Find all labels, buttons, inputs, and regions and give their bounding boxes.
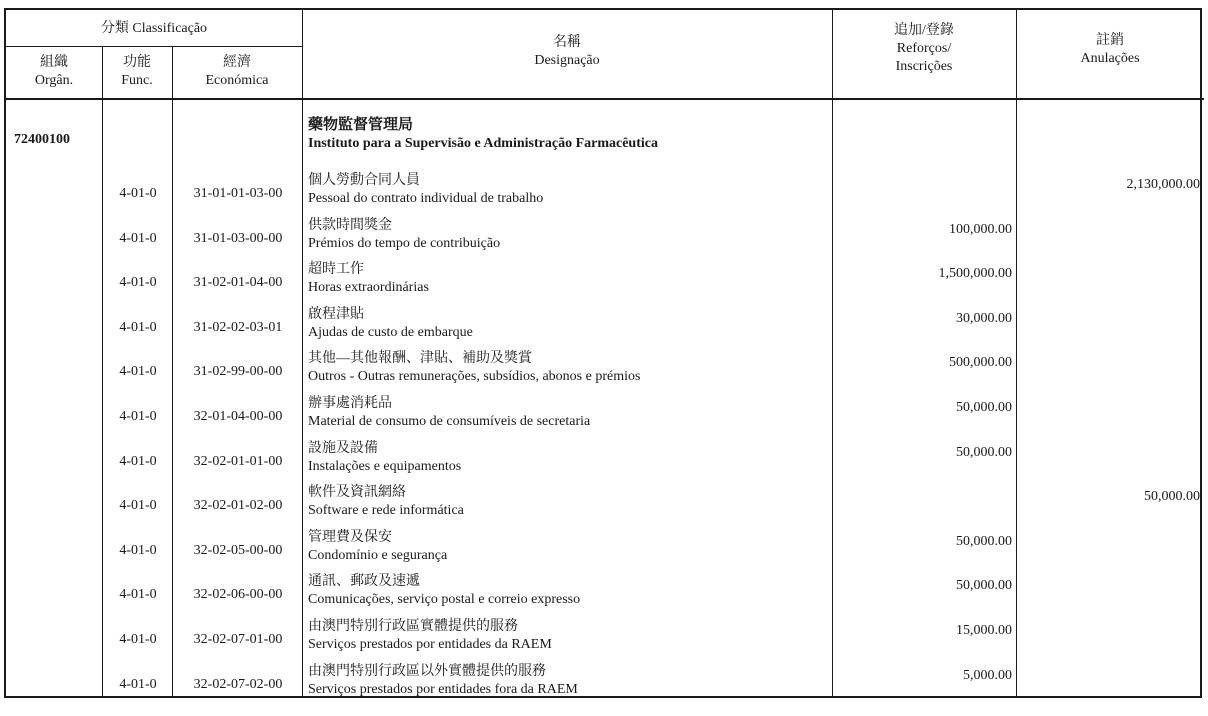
economic-code: 32-02-07-01-00 bbox=[193, 632, 283, 647]
designation-pt: Serviços prestados por entidades da RAEM bbox=[308, 637, 552, 652]
organization-code: 72400100 bbox=[14, 132, 70, 147]
economic-code: 32-01-04-00-00 bbox=[193, 409, 283, 424]
designation-zh: 超時工作 bbox=[308, 262, 364, 278]
reforcos-amount: 50,000.00 bbox=[956, 533, 1012, 549]
designation-zh: 其他—其他報酬、津貼、補助及獎賞 bbox=[308, 351, 532, 367]
func-code: 4-01-0 bbox=[119, 453, 157, 469]
designation-pt: Serviços prestados por entidades fora da RAEM bbox=[308, 681, 578, 697]
reforcos-amount: 5,000.00 bbox=[963, 667, 1012, 683]
func-code: 4-01-0 bbox=[119, 542, 157, 558]
designation-pt: Ajudas de custo de embarque bbox=[308, 324, 473, 340]
designation-zh: 由澳門特別行政區實體提供的服務 bbox=[308, 619, 518, 634]
designation-pt: Outros - Outras remunerações, subsídios, abonos e prémios bbox=[308, 369, 641, 385]
organization-name-pt: Instituto para a Supervisão e Administração Farmacêutica bbox=[308, 136, 658, 151]
designation-zh: 辦事處消耗品 bbox=[308, 396, 392, 411]
header-org: 組織 Orgân. bbox=[34, 55, 74, 88]
designation-zh: 設施及設備 bbox=[308, 440, 378, 456]
header-reforcos: 追加/登錄 Reforços/ Inscrições bbox=[894, 23, 954, 74]
reforcos-amount: 1,500,000.00 bbox=[938, 266, 1012, 282]
designation-pt: Horas extraordinárias bbox=[308, 280, 429, 296]
table-row bbox=[6, 347, 1204, 391]
economic-code: 31-02-99-00-00 bbox=[193, 364, 283, 380]
table-row bbox=[6, 169, 1204, 213]
economic-code: 32-02-07-02-00 bbox=[193, 676, 283, 692]
header-func: 功能 Func. bbox=[121, 55, 153, 88]
table-row bbox=[6, 437, 1204, 481]
designation-zh: 由澳門特別行政區以外實體提供的服務 bbox=[308, 663, 546, 679]
economic-code: 31-02-02-03-01 bbox=[193, 319, 283, 335]
budget-table bbox=[4, 8, 1202, 698]
table-row bbox=[6, 214, 1204, 258]
economic-code: 32-02-05-00-00 bbox=[193, 542, 283, 558]
economic-code: 32-02-01-01-00 bbox=[193, 453, 283, 469]
reforcos-amount: 50,000.00 bbox=[956, 400, 1012, 415]
reforcos-amount: 500,000.00 bbox=[949, 355, 1012, 371]
table-row bbox=[6, 660, 1204, 704]
designation-zh: 啟程津貼 bbox=[308, 306, 364, 322]
func-code: 4-01-0 bbox=[119, 587, 157, 603]
designation-zh: 供款時間獎金 bbox=[308, 217, 392, 233]
table-row bbox=[6, 570, 1204, 614]
header-econ: 經濟 Económica bbox=[205, 55, 269, 88]
table-row bbox=[6, 481, 1204, 525]
func-code: 4-01-0 bbox=[119, 632, 157, 647]
designation-zh: 個人勞動合同人員 bbox=[308, 173, 420, 188]
economic-code: 31-01-01-03-00 bbox=[193, 186, 283, 201]
header-classification: 分類 Classificação bbox=[100, 21, 208, 36]
designation-pt: Instalações e equipamentos bbox=[308, 458, 462, 474]
economic-code: 31-01-03-00-00 bbox=[193, 230, 283, 246]
func-code: 4-01-0 bbox=[119, 275, 157, 291]
header-anulacoes: 註銷 Anulações bbox=[1080, 33, 1140, 66]
table-row bbox=[6, 392, 1204, 436]
func-code: 4-01-0 bbox=[119, 364, 157, 380]
economic-code: 32-02-01-02-00 bbox=[193, 498, 283, 514]
anulacoes-amount: 2,130,000.00 bbox=[1126, 177, 1200, 192]
designation-zh: 軟件及資訊網絡 bbox=[308, 485, 406, 501]
reforcos-amount: 30,000.00 bbox=[956, 310, 1012, 326]
header-bottom-border bbox=[6, 98, 1204, 100]
organization-name-zh: 藥物監督管理局 bbox=[308, 117, 414, 133]
designation-pt: Pessoal do contrato individual de trabalho bbox=[308, 191, 544, 206]
classification-divider bbox=[6, 46, 302, 47]
func-code: 4-01-0 bbox=[119, 186, 157, 201]
func-code: 4-01-0 bbox=[119, 409, 157, 424]
func-code: 4-01-0 bbox=[119, 676, 157, 692]
economic-code: 32-02-06-00-00 bbox=[193, 587, 283, 603]
reforcos-amount: 15,000.00 bbox=[956, 623, 1012, 638]
designation-pt: Material de consumo de consumíveis de secretaria bbox=[308, 414, 591, 429]
designation-zh: 通訊、郵政及速遞 bbox=[308, 574, 420, 590]
func-code: 4-01-0 bbox=[119, 319, 157, 335]
table-row bbox=[6, 303, 1204, 347]
func-code: 4-01-0 bbox=[119, 230, 157, 246]
designation-pt: Prémios do tempo de contribuição bbox=[308, 235, 501, 251]
designation-pt: Software e rede informática bbox=[308, 503, 464, 519]
designation-pt: Comunicações, serviço postal e correio expresso bbox=[308, 592, 581, 608]
designation-zh: 管理費及保安 bbox=[308, 529, 392, 545]
reforcos-amount: 50,000.00 bbox=[956, 578, 1012, 594]
table-row bbox=[6, 615, 1204, 659]
table-row bbox=[6, 258, 1204, 302]
reforcos-amount: 50,000.00 bbox=[956, 444, 1012, 460]
anulacoes-amount: 50,000.00 bbox=[1144, 489, 1200, 505]
table-row bbox=[6, 526, 1204, 570]
designation-pt: Condomínio e segurança bbox=[308, 547, 448, 563]
economic-code: 31-02-01-04-00 bbox=[193, 275, 283, 291]
reforcos-amount: 100,000.00 bbox=[949, 221, 1012, 237]
header-designation: 名稱 Designação bbox=[534, 35, 600, 68]
func-code: 4-01-0 bbox=[119, 498, 157, 514]
